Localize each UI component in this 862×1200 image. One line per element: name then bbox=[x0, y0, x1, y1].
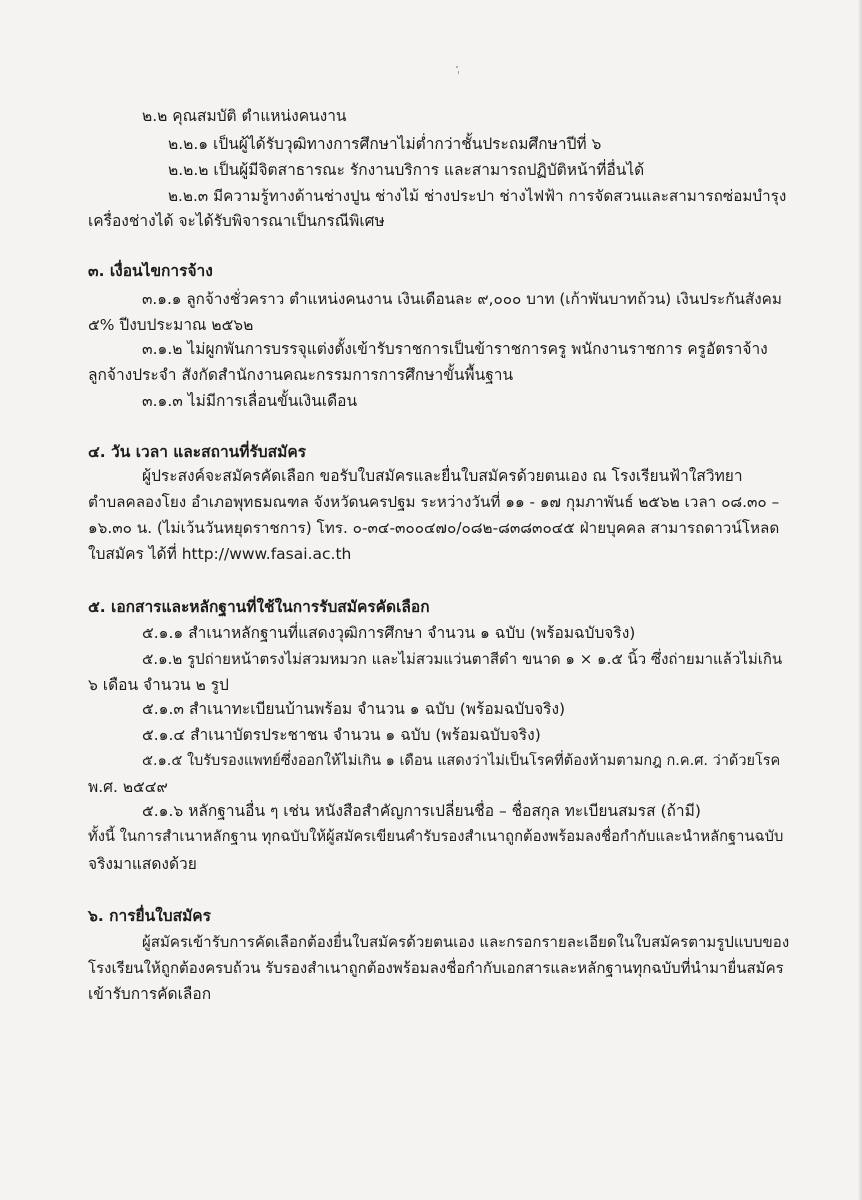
section-3-item-2: ๓.๑.๒ ไม่ผูกพันการบรรจุแต่งตั้งเข้ารับราชการเป็นข้าราชการครู พนักงานราชการ ครูอัตราจ้าง bbox=[142, 340, 768, 358]
section-6-line-1: ผู้สมัครเข้ารับการคัดเลือกต้องยื่นใบสมัครด้วยตนเอง และกรอกรายละเอียดในใบสมัครตามรูปแบบของ bbox=[142, 933, 790, 951]
section-5-heading: ๕. เอกสารและหลักฐานที่ใช้ในการรับสมัครคัดเลือก bbox=[88, 598, 430, 616]
section-4-line-1: ผู้ประสงค์จะสมัครคัดเลือก ขอรับใบสมัครและยื่นใบสมัครด้วยตนเอง ณ โรงเรียนฟ้าใสวิทยา bbox=[142, 467, 743, 485]
section-5-item-5: ๕.๑.๕ ใบรับรองแพทย์ซึ่งออกให้ไม่เกิน ๑ เดือน แสดงว่าไม่เป็นโรคที่ต้องห้ามตามกฎ ก.ค.ศ. ว่าด้วยโรค bbox=[142, 753, 781, 769]
section-2-2-title: ๒.๒ คุณสมบัติ ตำแหน่งคนงาน bbox=[142, 107, 347, 125]
section-4-heading: ๔. วัน เวลา และสถานที่รับสมัคร bbox=[88, 443, 307, 461]
section-4-line-3: ๑๖.๓๐ น. (ไม่เว้นวันหยุดราชการ) โทร. ๐-๓๔-๓๐๐๔๗๐/๐๘๒-๘๓๘๓๐๔๕ ฝ่ายบุคคล สามารถดาวน์โหลด bbox=[88, 519, 780, 537]
section-2-2-item-3-cont: เครื่องช่างได้ จะได้รับพิจารณาเป็นกรณีพิเศษ bbox=[88, 212, 385, 230]
section-5-note-cont: จริงมาแสดงด้วย bbox=[88, 855, 197, 873]
scan-speck bbox=[456, 66, 458, 68]
section-5-item-5-cont: พ.ศ. ๒๕๔๙ bbox=[88, 778, 168, 796]
scan-edge-shadow bbox=[858, 0, 862, 1200]
section-4-line-2: ตำบลคลองโยง อำเภอพุทธมณฑล จังหวัดนครปฐม ระหว่างวันที่ ๑๑ - ๑๗ กุมภาพันธ์ ๒๕๖๒ เวลา ๐๘.๓๐ – bbox=[88, 493, 780, 511]
section-2-2-item-3: ๒.๒.๓ มีความรู้ทางด้านช่างปูน ช่างไม้ ช่างประปา ช่างไฟฟ้า การจัดสวนและสามารถซ่อมบำรุง bbox=[168, 187, 787, 205]
section-6-line-2: โรงเรียนให้ถูกต้องครบถ้วน รับรองสำเนาถูกต้องพร้อมลงชื่อกำกับเอกสารและหลักฐานทุกฉบับที่นำมายื่นสมัคร bbox=[88, 959, 784, 977]
section-6-line-3: เข้ารับการคัดเลือก bbox=[88, 985, 212, 1003]
section-3-item-1: ๓.๑.๑ ลูกจ้างชั่วคราว ตำแหน่งคนงาน เงินเดือนละ ๙,๐๐๐ บาท (เก้าพันบาทถ้วน) เงินประกันสังคม bbox=[142, 290, 782, 308]
section-5-item-2-cont: ๖ เดือน จำนวน ๒ รูป bbox=[88, 676, 229, 694]
section-6-heading: ๖. การยื่นใบสมัคร bbox=[88, 907, 211, 925]
section-3-heading: ๓. เงื่อนไขการจ้าง bbox=[88, 262, 213, 280]
scan-speck bbox=[458, 71, 459, 74]
section-5-item-1: ๕.๑.๑ สำเนาหลักฐานที่แสดงวุฒิการศึกษา จำนวน ๑ ฉบับ (พร้อมฉบับจริง) bbox=[142, 624, 636, 642]
section-3-item-3: ๓.๑.๓ ไม่มีการเลื่อนขั้นเงินเดือน bbox=[142, 392, 358, 410]
section-5-item-2: ๕.๑.๒ รูปถ่ายหน้าตรงไม่สวมหมวก และไม่สวมแว่นตาสีดำ ขนาด ๑ × ๑.๕ นิ้ว ซึ่งถ่ายมาแล้วไม่เกิน bbox=[142, 650, 783, 668]
section-5-note: ทั้งนี้ ในการสำเนาหลักฐาน ทุกฉบับให้ผู้สมัครเขียนคำรับรองสำเนาถูกต้องพร้อมลงชื่อกำกับและนำหลักฐานฉบับ bbox=[88, 828, 784, 845]
section-5-item-4: ๕.๑.๔ สำเนาบัตรประชาชน จำนวน ๑ ฉบับ (พร้อมฉบับจริง) bbox=[142, 726, 541, 744]
section-2-2-item-1: ๒.๒.๑ เป็นผู้ได้รับวุฒิทางการศึกษาไม่ต่ำกว่าชั้นประถมศึกษาปีที่ ๖ bbox=[168, 135, 602, 153]
section-5-item-6: ๕.๑.๖ หลักฐานอื่น ๆ เช่น หนังสือสำคัญการเปลี่ยนชื่อ – ชื่อสกุล ทะเบียนสมรส (ถ้ามี) bbox=[142, 802, 701, 820]
section-2-2-item-2: ๒.๒.๒ เป็นผู้มีจิตสาธารณะ รักงานบริการ และสามารถปฏิบัติหน้าที่อื่นได้ bbox=[168, 161, 645, 179]
section-5-item-3: ๕.๑.๓ สำเนาทะเบียนบ้านพร้อม จำนวน ๑ ฉบับ (พร้อมฉบับจริง) bbox=[142, 700, 566, 718]
section-3-item-1-cont: ๕% ปีงบประมาณ ๒๕๖๒ bbox=[88, 316, 254, 334]
section-3-item-2-cont: ลูกจ้างประจำ สังกัดสำนักงานคณะกรรมการการศึกษาขั้นพื้นฐาน bbox=[88, 366, 514, 384]
section-4-line-4: ใบสมัคร ได้ที่ http://www.fasai.ac.th bbox=[88, 545, 352, 563]
